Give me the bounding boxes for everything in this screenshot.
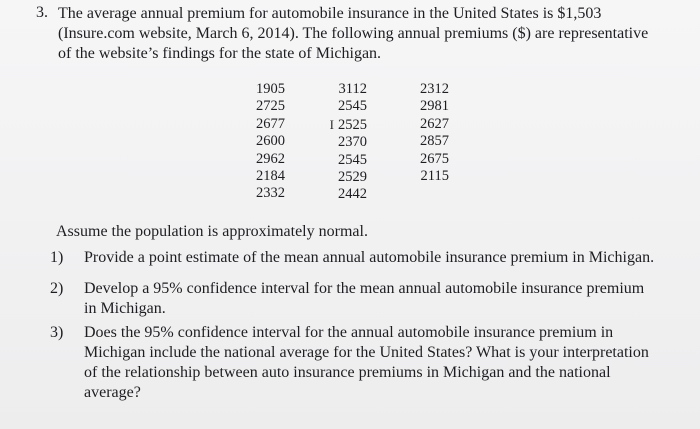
data-cell: 2529 (338, 169, 367, 186)
data-cell: 1905 (256, 81, 285, 97)
data-cell: 2545 (338, 98, 367, 115)
question-item (50, 248, 690, 268)
data-cell-with-cursor (329, 116, 367, 134)
data-cell: 2332 (256, 185, 285, 202)
data-cell: 2370 (338, 134, 367, 151)
data-cell: 2962 (256, 150, 285, 167)
question-line: average? (84, 384, 141, 401)
data-cell: 2857 (420, 133, 449, 150)
data-cell: 2545 (338, 151, 367, 168)
problem-number: 3. (36, 4, 48, 21)
question-text (84, 248, 690, 268)
data-cell: 2675 (420, 150, 449, 167)
data-cell: 2184 (256, 168, 285, 185)
question-number: 3) (50, 324, 64, 341)
data-cell: 2981 (420, 98, 449, 115)
assumption-text: Assume the population is approximately normal. (56, 223, 368, 240)
data-column-1 (251, 81, 285, 203)
question-item (50, 279, 690, 319)
data-cell: 2115 (420, 168, 449, 185)
question-line: Develop a 95% confidence interval for the mean annual automobile insurance premium (84, 280, 645, 297)
question-text (84, 279, 690, 319)
question-number: 1) (50, 249, 64, 266)
data-cell: 2600 (256, 133, 285, 150)
question-line: Michigan include the national average for the United States? What is your interpretation (84, 344, 649, 361)
question-line: Does the 95% confidence interval for the annual automobile insurance premium in (84, 324, 614, 341)
data-cell: 2312 (420, 81, 449, 97)
problem-intro (58, 4, 688, 64)
data-cell: 2725 (256, 98, 285, 115)
intro-line: The average annual premium for automobile insurance in the United States is $1,503 (58, 5, 602, 22)
text-cursor-icon: I (329, 116, 334, 132)
question-number: 2) (50, 280, 64, 297)
question-text (84, 323, 690, 403)
data-cell: 2627 (420, 115, 449, 132)
data-cell: 2677 (256, 115, 285, 132)
data-cell: 2442 (338, 186, 367, 203)
question-item (50, 323, 690, 403)
intro-line: of the website’s findings for the state of Michigan. (58, 45, 382, 62)
data-column-2 (329, 81, 367, 204)
question-line: in Michigan. (84, 300, 166, 317)
intro-line: (Insure.com website, March 6, 2014). The following annual premiums ($) are representative (58, 25, 649, 42)
question-line: of the relationship between auto insurance premiums in Michigan and the national (84, 364, 611, 381)
data-cell: 2525 (338, 116, 367, 133)
question-list (50, 248, 690, 403)
data-column-3 (415, 81, 449, 185)
question-line: Provide a point estimate of the mean annual automobile insurance premium in Michigan. (84, 249, 655, 266)
data-cell: 3112 (338, 81, 367, 97)
